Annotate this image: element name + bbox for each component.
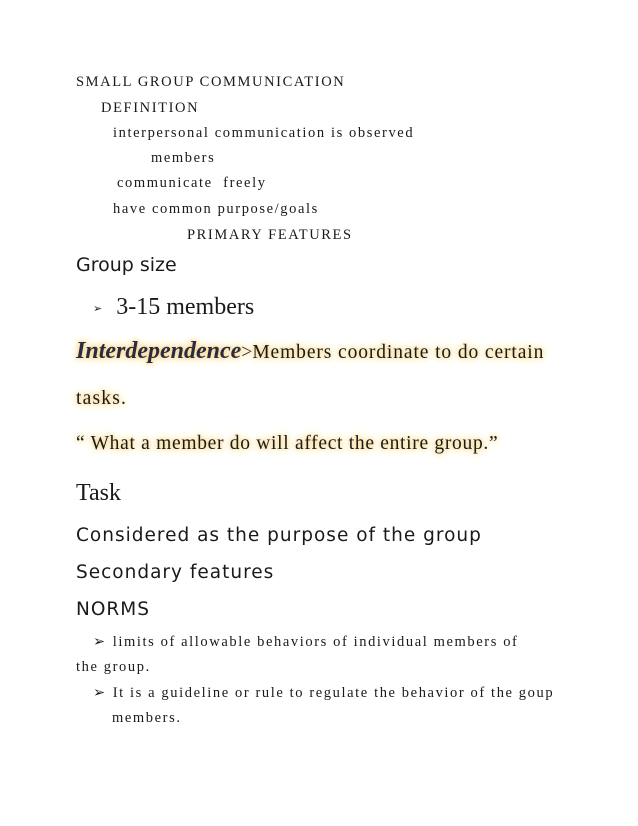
interdependence-text: Members coordinate to do certain <box>252 342 545 363</box>
group-size-value: 3-15 members <box>116 294 255 320</box>
norms-item-1-text: limits of allowable behaviors of individual members of <box>112 634 519 650</box>
interdependence-quote: “ What a member do will affect the entire group.” <box>76 433 499 454</box>
secondary-features-heading: Secondary features <box>76 562 275 583</box>
norms-item-2-continued: members. <box>112 710 182 726</box>
task-heading: Task <box>76 480 121 506</box>
document-heading: SMALL GROUP COMMUNICATION <box>76 74 346 90</box>
definition-line-1: interpersonal communication is observed <box>113 125 415 141</box>
interdependence-text-continued: tasks. <box>76 388 128 409</box>
task-line: Considered as the purpose of the group <box>76 525 482 546</box>
norms-heading: NORMS <box>76 599 150 620</box>
norms-item-1-continued: the group. <box>76 659 151 675</box>
definition-title: DEFINITION <box>101 100 200 116</box>
definition-line-4: have common purpose/goals <box>113 201 319 217</box>
interdependence-term: Interdependence <box>76 338 242 364</box>
arrow-bullet-icon: ➢ <box>93 634 107 650</box>
interdependence-line <box>76 338 544 365</box>
definition-line-3: communicate freely <box>117 175 267 191</box>
definition-line-2: members <box>151 150 216 166</box>
group-size-heading: Group size <box>76 254 177 276</box>
arrow-bullet-icon: ➢ <box>93 302 103 315</box>
group-size-item <box>93 294 254 321</box>
norms-item-2-text: It is a guideline or rule to regulate the behavior of the goup <box>112 685 555 701</box>
norms-item-2 <box>93 685 554 702</box>
interdependence-separator: > <box>241 342 253 363</box>
norms-item-1 <box>93 634 518 651</box>
primary-features-heading: PRIMARY FEATURES <box>187 227 353 243</box>
arrow-bullet-icon: ➢ <box>93 685 107 701</box>
